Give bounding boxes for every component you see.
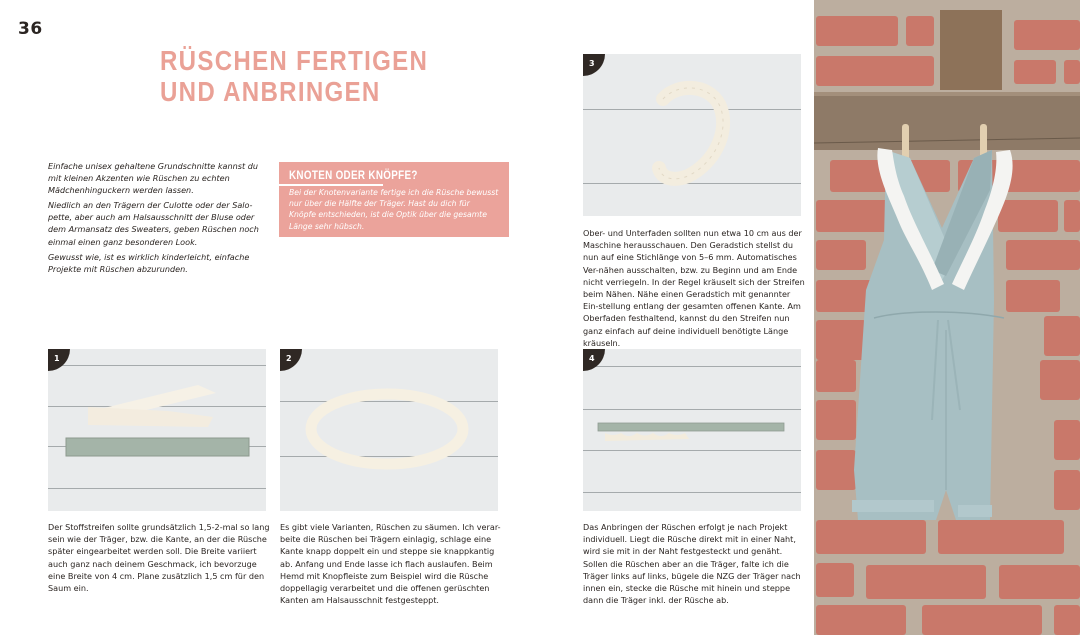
step-4-photo [583, 349, 801, 511]
step-badge-3: 3 [583, 54, 605, 76]
intro-paragraph: Einfache unisex gehaltene Grundschnitte kannst du mit kleinen Akzenten wie Rüschen zu echten Mädchenhinguckern werden lassen. [48, 161, 258, 196]
intro-paragraph: Niedlich an den Trägern der Culotte oder der Salo-pette, aber auch am Halsausschnitt der Bluse oder dem Armansatz des Sweaters, geben Rüschen noch einmal einen ganz besonderen Look. [48, 200, 259, 247]
title-line-2: UND ANBRINGEN [160, 76, 381, 107]
page-title [160, 45, 429, 107]
fabric-loop-image [280, 349, 498, 511]
callout-body: Bei der Knotenvariante fertige ich die Rüsche bewusst nur über die Hälfte der Träger. Hast du dich für Knöpfe entschieden, ist die Optik über die gesamte Länge sehr hübsch. [289, 188, 499, 231]
step-1-text: Der Stoffstreifen sollte grundsätzlich 1,5-2-mal so lang sein wie der Träger, bzw. die Kante, an der die Rüsche später eingearbeitet werden soll. Die Breite variiert auch ganz nach deinem Geschmack, ich bevorzuge eine Breite von 4 cm. Plane zusätzlich 1,5 cm für den Saum ein. [48, 522, 270, 594]
step-badge-2: 2 [280, 349, 302, 371]
intro-paragraph: Gewusst wie, ist es wirklich kinderleicht, einfache Projekte mit Rüschen abzurunden. [48, 251, 250, 274]
ruffle-c-shape-image [583, 54, 801, 216]
step-2-text: Es gibt viele Varianten, Rüschen zu säumen. Ich verar-beite die Rüschen bei Trägern einlagig, schlage eine Kante knapp doppelt ein und steppe sie knappkantig ab. Anfang und Ende lasse ich flach auslaufen. Beim Hemd mit Knopfleiste zum Beispiel wird die Rüsche doppellagig verarbeitet und die offenen gerüschten Kanten am Halsausschnit festgesteppt. [280, 522, 501, 606]
title-line-1: RÜSCHEN FERTIGEN [160, 45, 429, 76]
brick-wall-romper-image [814, 0, 1080, 635]
callout-underline [279, 184, 383, 186]
callout-title: KNOTEN ODER KNÖPFE? [289, 168, 418, 182]
step-4-text: Das Anbringen der Rüschen erfolgt je nach Projekt individuell. Liegt die Rüsche direkt mit in einer Naht, wird sie mit in der Naht festgesteckt und genäht. Sollen die Rüschen aber an die Träger, falte ich die Träger links auf links, bügele die NZG der Träger nach innen ein, stecke die Rüsche mit hinein und steppe dann die Träger inkl. der Rüsche ab. [583, 522, 801, 606]
hero-photo-romper [814, 0, 1080, 635]
step-badge-4: 4 [583, 349, 605, 371]
step-badge-1: 1 [48, 349, 70, 371]
page-number: 36 [18, 19, 43, 39]
step-1-photo [48, 349, 266, 511]
strap-with-ruffle-image [583, 349, 801, 511]
tip-callout [279, 162, 509, 237]
step-3-text: Ober- und Unterfaden sollten nun etwa 10 cm aus der Maschine herausschauen. Den Geradstich stellst du nun auf eine Stichlänge von 5–6 mm. Automatisches Ver-nähen ausschalten, bzw. zu Beginn und am Ende nicht verriegeln. In der Regel kräuselt sich der Streifen beim Nähen. Nähe einen Geradstich mit genannter Ein-stellung entlang der gesamten offenen Kante. Am Oberfaden festhaltend, kannst du den Streifen nun ganz einfach auf deine individuell benötigte Länge kräuseln. [583, 228, 805, 348]
step-2-photo [280, 349, 498, 511]
intro-text [48, 160, 264, 278]
step-3-photo [583, 54, 801, 216]
fabric-strips-image [48, 349, 266, 511]
